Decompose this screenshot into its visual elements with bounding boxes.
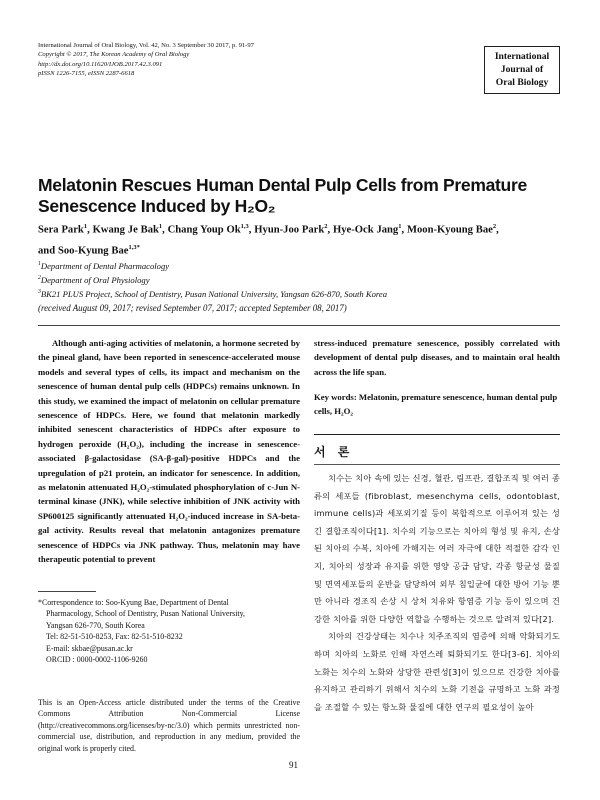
author-name: Kwang Je Bak xyxy=(92,224,159,236)
correspondence-line: Tel: 82-51-510-8253, Fax: 82-51-510-8232 xyxy=(46,632,183,642)
doi-link[interactable]: http://dx.doi.org/10.11620/IJOB.2017.42.3.091 xyxy=(38,60,163,68)
affiliation-line: $^1$Department of Dental Pharmacology xyxy=(38,260,170,271)
page-number: 91 xyxy=(289,760,298,770)
section-heading-introduction: 서 론 xyxy=(314,445,354,459)
correspondence-line: Pharmacology, School of Dentistry, Pusan National University, xyxy=(46,609,245,619)
received-dates: (received August 09, 2017; revised September 07, 2017; accepted September 08, 2017) xyxy=(38,303,347,313)
issn: pISSN 1226-7155, eISSN 2287-6618 xyxy=(38,70,135,78)
keywords: Key words: Melatonin, premature senescence, human dental pulp cells, H₂O₂ xyxy=(314,392,558,417)
orcid: ORCID : 0000-0002-1106-9260 xyxy=(46,655,148,665)
paragraph: 치아의 건강상태는 치수나 치주조직의 염증에 의해 악화되기도 하며 치아의 노화로 인해 자연스레 퇴화되기도 한다[3-6]. 치아의 노화는 치수의 노화와 상당한 관련성[3]이 있으므로 건강한 치아를 유지하고 관리하기 위해서 치수의 노화 기전을 규명하고 노화 과정을 조절할 수 있는 항노화 물질에 대한 연구의 필요성이 높아 xyxy=(314,631,560,712)
correspondence-line: *Correspondence to: Soo-Kyung Bae, Department of Dental xyxy=(38,598,229,607)
copyright: Copyright © 2017, The Korean Academy of Oral Biology xyxy=(38,51,190,59)
paragraph: 치수는 치아 속에 있는 신경, 혈관, 림프관, 결합조직 및 여러 종류의 세포들 (fibroblast, mesenchyma cells, odontoblast, immune cells)과 세포외기질 등이 복합적으로 이루어져 있는 성긴 결합조직이다[1]. 치수의 기능으로는 치아의 형성 및 유지, 손상된 치아의 수복, 치아에 가해지는 여러 자극에 대한 적절한 감각 인지, 치아의 성장과 유지를 위한 영양 공급 담당, 각종 항균성 물질 및 면역세포들의 운반을 담당하여 외부 침입균에 대한 방어 기능 뿐만 아니라 경조직 손상 시 상처 치유와 항염증 기능 등이 있으며 건강한 치아를 위한 다양한 역할을 수행하는 것으로 알려져 있다[2]. xyxy=(314,473,560,624)
abstract-continuation: stress-induced premature senescence, possibly correlated with development of dental pulp diseases, and to maintain oral health across the life span. xyxy=(314,338,560,377)
author-name: Hyun-Joo Park xyxy=(254,224,325,236)
footnote-rule xyxy=(38,591,96,592)
article-title: Melatonin Rescues Human Dental Pulp Cells from Premature Senescence Induced by H₂O₂ xyxy=(38,175,527,216)
author-affiliation-mark: 1 xyxy=(398,223,402,230)
affiliation-line: $^2$Department of Oral Physiology xyxy=(38,274,150,285)
affiliation-line: $^3$BK21 PLUS Project, School of Dentistry, Pusan National University, Yangsan 626-870, South Korea xyxy=(38,288,388,299)
section-rule-bottom xyxy=(314,464,560,465)
author-affiliation-mark: 1 xyxy=(83,223,88,230)
email-link[interactable]: E-mail: skbae@pusan.ac.kr xyxy=(46,643,133,653)
journal-citation: International Journal of Oral Biology, Vol. 42, No. 3 September 30 2017, p. 91-97 xyxy=(38,42,254,49)
author-affiliation-mark: 2 xyxy=(324,223,328,230)
author-name: Moon-Kyoung Bae xyxy=(406,224,493,236)
author-name: Soo-Kyung Bae xyxy=(57,245,129,257)
journal-box-line: Oral Biology xyxy=(495,77,549,88)
author-name: Hye-Ock Jang xyxy=(333,224,399,236)
author-affiliation-mark: 1,3 xyxy=(240,223,249,230)
author-list: Sera Park$^1$, Kwang Je Bak$^1$, Chang Youp Ok$^{1,3}$, Hyun-Joo Park$^2$, Hye-Ock Jang$^1$, Moon-Kyoung Bae$^2$, and Soo-Kyung Bae$^{1,3*}$ xyxy=(38,223,499,257)
journal-box-line: Journal of xyxy=(500,64,544,75)
affiliations xyxy=(38,258,568,300)
author-name: Sera Park xyxy=(38,224,84,236)
author-affiliation-mark: 2 xyxy=(492,223,497,230)
abstract-text: Although anti-aging activities of melatonin, a hormone secreted by the pineal gland, have been reported in senescence-accelerated mouse models and several types of cells, its impact and mechanism on the senescence of human dental pulp cells (HDPCs) remains unknown. In this study, we examined the impact of melatonin on cellular premature senescence of HDPCs. Here, we found that melatonin markedly inhibited senescent characteristics of HDPCs after exposure to hydrogen peroxide (H₂O₂), including the increase in senescence-associated β-galactosidase (SA-β-gal)-positive HDPCs and the upregulation of p21 protein, an indicator for senescence. In addition, as melatonin attenuated H₂O₂-stimulated phosphorylation of c-Jun N-terminal kinase (JNK), while selective inhibition of JNK activity with SP600125 significantly attenuated H₂O₂-induced increase in SA-beta-gal activity. Results reveal that melatonin antagonizes premature senescence of HDPCs via JNK pathway. Thus, melatonin may have therapeutic potential to prevent xyxy=(38,338,300,565)
header-divider xyxy=(38,325,560,326)
open-access-notice: This is an Open-Access article distributed under the terms of the Creative Commons Attribution Non-Commercial License (http://creativecommons.org/licenses/by-nc/3.0) which permits unrestricted non-commercial use, distribution, and reproduction in any medium, provided the original work is properly cited. xyxy=(38,698,300,753)
correspondence-footnote xyxy=(38,597,300,665)
journal-logo-box xyxy=(484,46,560,94)
author-affiliation-mark: 1 xyxy=(158,223,163,230)
section-rule-top xyxy=(314,434,560,435)
author-name: Chang Youp Ok xyxy=(167,224,241,236)
journal-box-line: International xyxy=(494,51,550,62)
author-affiliation-mark: 1,3* xyxy=(128,243,140,251)
correspondence-line: Yangsan 626-770, South Korea xyxy=(46,620,145,630)
journal-header-info xyxy=(38,41,368,79)
introduction-body xyxy=(314,470,560,716)
